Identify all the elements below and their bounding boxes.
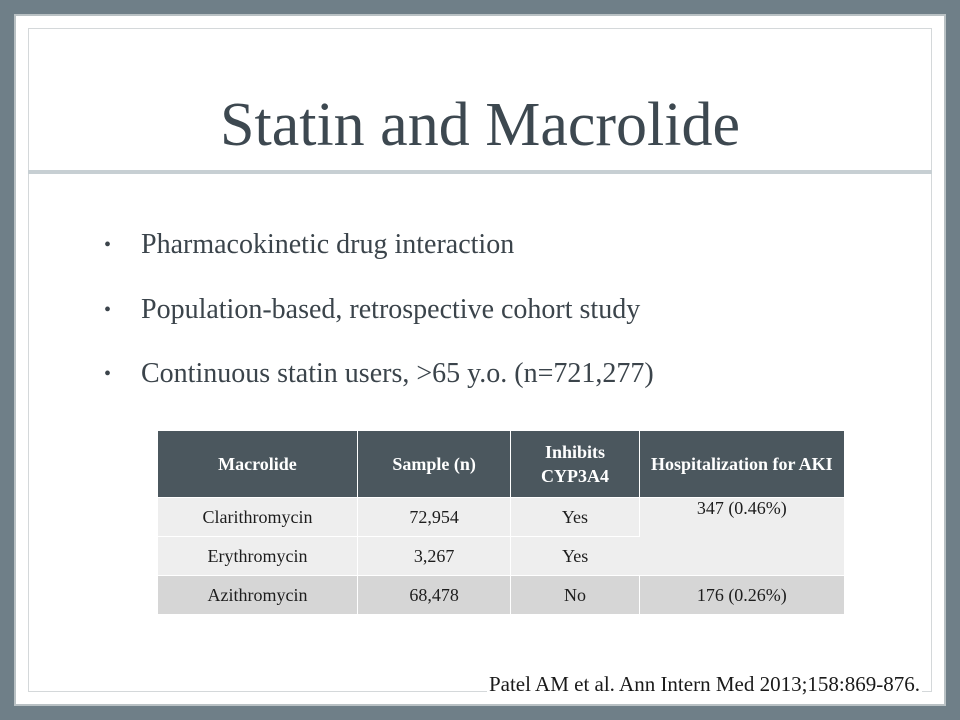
bullet-text: Continuous statin users, >65 y.o. (n=721,277) bbox=[141, 358, 654, 390]
bullet-list bbox=[104, 228, 654, 422]
cell-sample: 72,954 bbox=[357, 498, 510, 537]
bullet-item bbox=[104, 357, 654, 391]
bullet-text: Population-based, retrospective cohort study bbox=[141, 293, 641, 325]
cell-macrolide: Azithromycin bbox=[158, 576, 357, 615]
citation: Patel AM et al. Ann Intern Med 2013;158:869-876. bbox=[488, 672, 920, 696]
bullet-text: Pharmacokinetic drug interaction bbox=[141, 229, 515, 260]
bullet-icon: • bbox=[104, 234, 112, 256]
cell-inhibits: No bbox=[511, 576, 639, 615]
header-macrolide: Macrolide bbox=[158, 431, 357, 498]
cell-macrolide: Clarithromycin bbox=[158, 498, 357, 537]
cell-hospitalization: 176 (0.26%) bbox=[639, 576, 844, 615]
cell-inhibits: Yes bbox=[511, 537, 639, 576]
bullet-item bbox=[104, 293, 654, 327]
table-row bbox=[158, 576, 844, 615]
header-inhibits: Inhibits CYP3A4 bbox=[511, 431, 639, 498]
cell-macrolide: Erythromycin bbox=[158, 537, 357, 576]
header-sample: Sample (n) bbox=[357, 431, 510, 498]
table-header-row bbox=[158, 431, 844, 498]
header-hospitalization: Hospitalization for AKI bbox=[639, 431, 844, 498]
cell-hospitalization: 347 (0.46%) bbox=[639, 498, 844, 576]
table-row bbox=[158, 498, 844, 537]
bullet-icon: • bbox=[104, 363, 112, 386]
slide-title: Statin and Macrolide bbox=[220, 91, 740, 159]
macrolide-table bbox=[158, 431, 844, 614]
bullet-item bbox=[104, 228, 654, 262]
cell-sample: 3,267 bbox=[357, 537, 510, 576]
title-band bbox=[28, 28, 932, 174]
cell-inhibits: Yes bbox=[511, 498, 639, 537]
bullet-icon: • bbox=[104, 298, 112, 321]
cell-sample: 68,478 bbox=[357, 576, 510, 615]
